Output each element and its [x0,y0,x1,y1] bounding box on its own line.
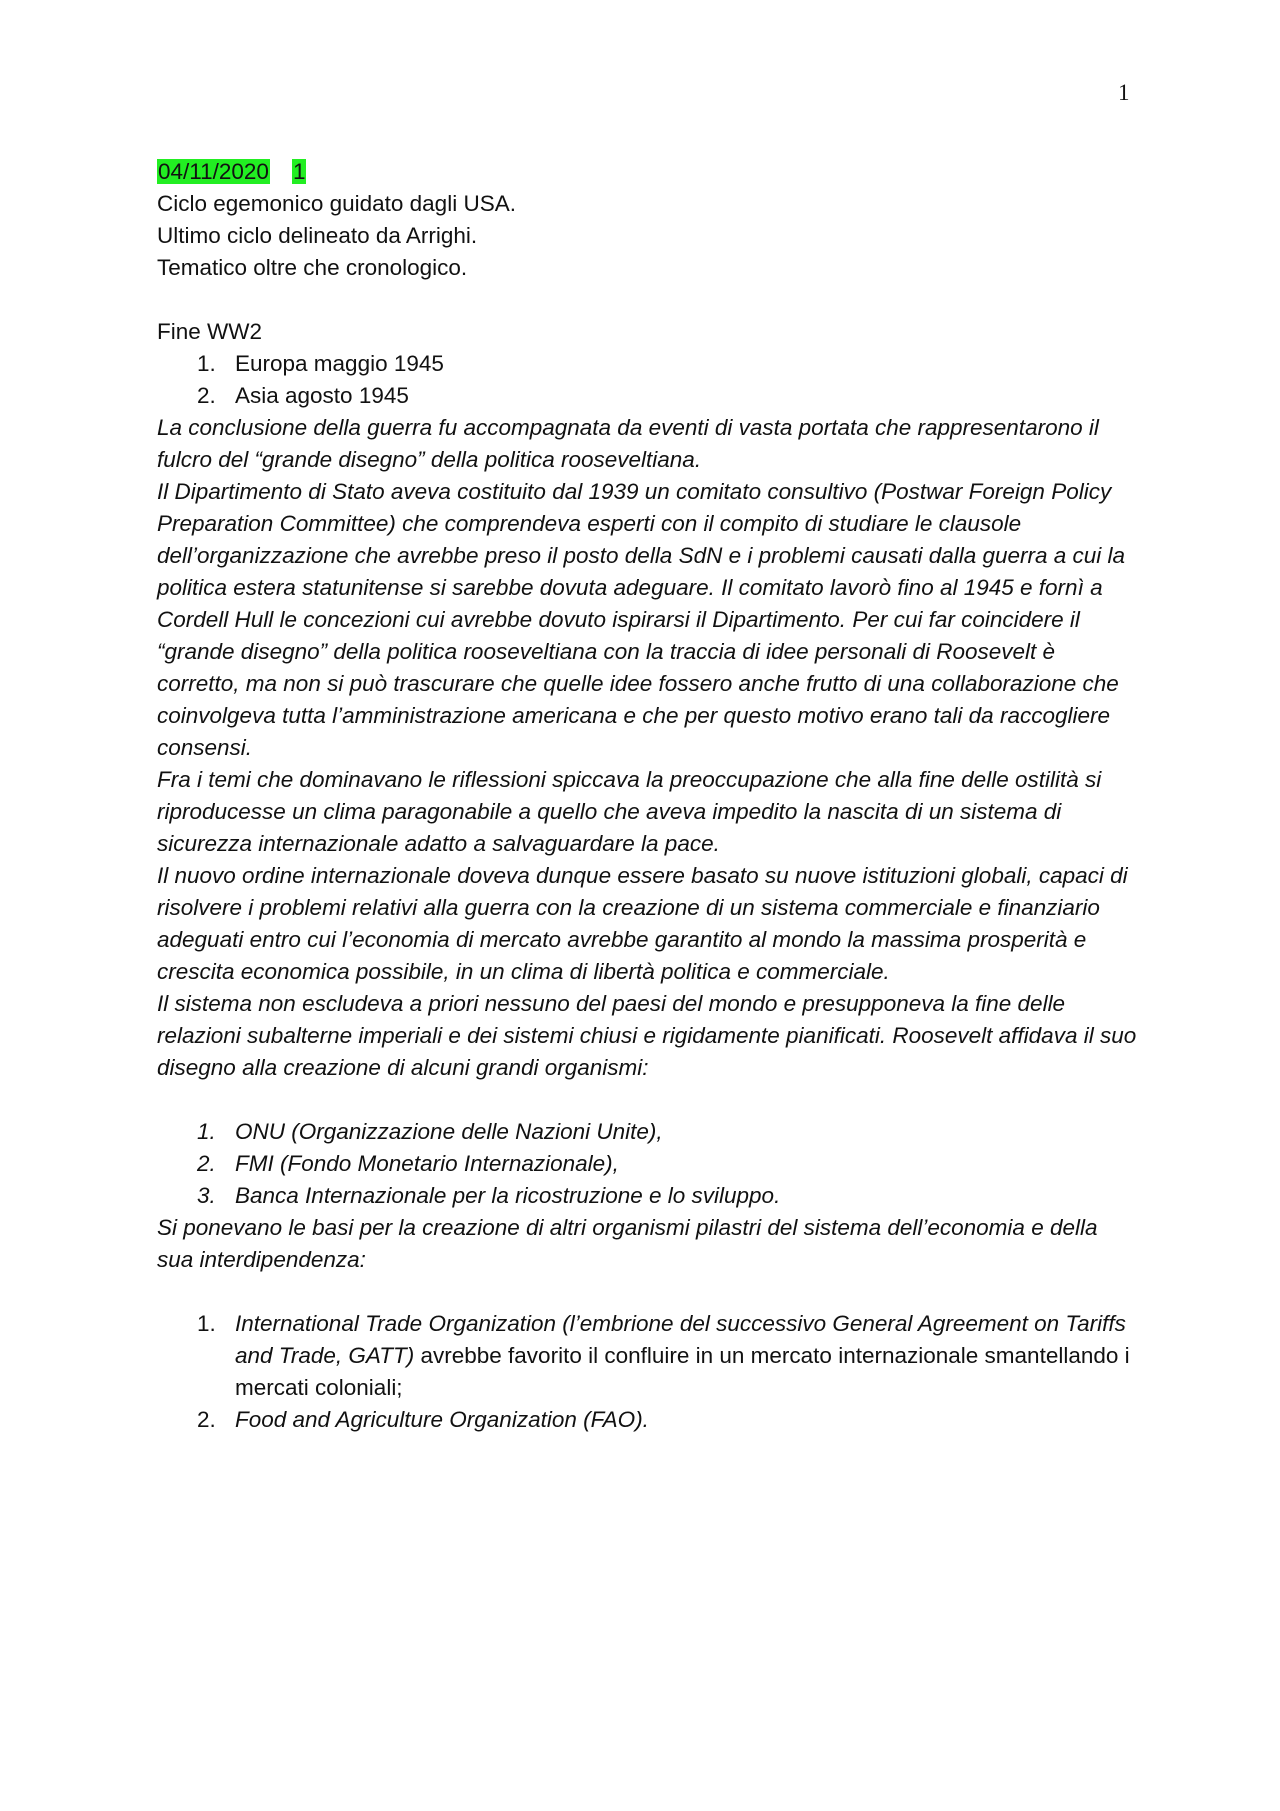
list-item: 2. Food and Agriculture Organization (FAO). [197,1407,649,1432]
organismi-list [157,1116,1137,1212]
document-body [157,156,1137,1436]
list-item: 3. Banca Internazionale per la ricostruzione e lo sviluppo. [197,1183,781,1208]
intro-line: Ultimo ciclo delineato da Arrighi. [157,223,478,248]
paragraph-dipartimento: Il Dipartimento di Stato aveva costituito dal 1939 un comitato consultivo (Postwar Foreign Policy Preparation Committee) che comprendeva esperti con il compito di studiare le clausole dell’organizzazione che avrebbe preso il posto della SdN e i problemi causati dalla guerra a cui la politica estera statunitense si sarebbe dovuta adeguare. Il comitato lavorò fino al 1945 e fornì a Cordell Hull le concezioni cui avrebbe dovuto ispirarsi il Dipartimento. Per cui far coincidere il “grande disegno” della politica rooseveltiana con la traccia di idee personali di Roosevelt è corretto, ma non si può trascurare che quelle idee fossero anche frutto di una collaborazione che coinvolgeva tutta l’amministrazione americana e che per questo motivo erano tali da raccogliere consensi. [157,479,1126,760]
ww2-title: Fine WW2 [157,319,263,344]
date-header [157,156,1137,188]
intro-line: Tematico oltre che cronologico. [157,255,468,280]
list-item: 1. ONU (Organizzazione delle Nazioni Unite), [197,1119,663,1144]
paragraph-conclusione: La conclusione della guerra fu accompagnata da eventi di vasta portata che rappresentarono il fulcro del “grande disegno” della politica rooseveltiana. [157,415,1099,472]
lesson-number-highlight: 1 [292,159,306,184]
list-item: 1. International Trade Organization (l’embrione del successivo General Agreement on Tariffs and Trade, GATT) avrebbe favorito il confluire in un mercato internazionale smantellando i mercati coloniali; [197,1311,1130,1400]
page-number: 1 [1118,80,1130,105]
paragraph-temi: Fra i temi che dominavano le riflessioni spiccava la preoccupazione che alla fine delle ostilità si riproducesse un clima paragonabile a quello che aveva impedito la nascita di un sistema di sicurezza internazionale adatto a salvaguardare la pace. [157,767,1102,856]
paragraph-basi: Si ponevano le basi per la creazione di altri organismi pilastri del sistema dell’economia e della sua interdipendenza: [157,1215,1098,1272]
ww2-list [157,348,1137,412]
date-highlight: 04/11/2020 [158,159,269,184]
intro-line: Ciclo egemonico guidato dagli USA. [157,191,516,216]
ww2-section [157,316,1137,412]
paragraph-sistema: Il sistema non escludeva a priori nessuno del paesi del mondo e presupponeva la fine delle relazioni subalterne imperiali e dei sistemi chiusi e rigidamente pianificati. Roosevelt affidava il suo disegno alla creazione di alcuni grandi organismi: [157,991,1137,1080]
list-item: 2. Asia agosto 1945 [197,383,409,408]
paragraph-nuovo-ordine: Il nuovo ordine internazionale doveva dunque essere basato su nuove istituzioni globali, capaci di risolvere i problemi relativi alla guerra con la creazione di un sistema commerciale e finanziario adeguati entro cui l’economia di mercato avrebbe garantito al mondo la massima prosperità e crescita economica possibile, in un clima di libertà politica e commerciale. [157,863,1128,984]
pilastri-list [157,1308,1137,1436]
list-item: 1. Europa maggio 1945 [197,351,444,376]
list-item: 2. FMI (Fondo Monetario Internazionale), [197,1151,619,1176]
